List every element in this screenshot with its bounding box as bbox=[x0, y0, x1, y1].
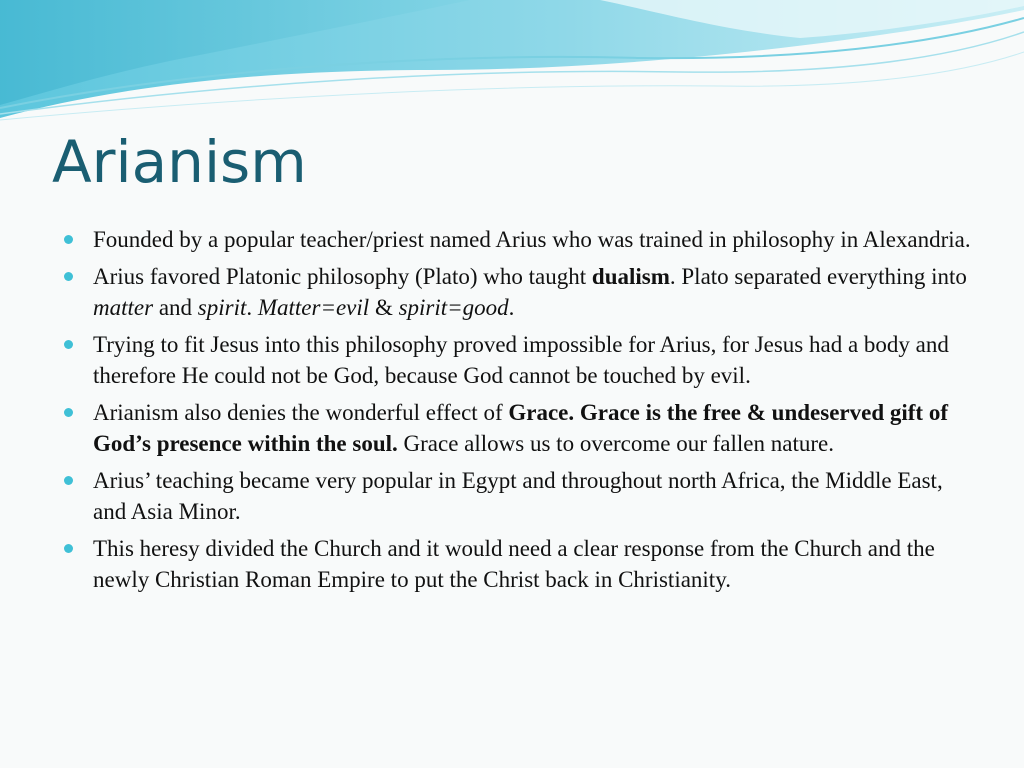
bullet-dot-icon bbox=[64, 408, 73, 417]
bullet-text-segment: and bbox=[153, 295, 198, 320]
bullet-text-segment: Trying to fit Jesus into this philosophy proved impossible for Arius, for Jesus had a body and therefore He could not be God, because God cannot be touched by evil. bbox=[93, 332, 949, 388]
bullet-dot-icon bbox=[64, 544, 73, 553]
bullet-item bbox=[62, 329, 972, 391]
bullet-text-segment: . bbox=[246, 295, 258, 320]
bullet-text-segment: Matter=evil bbox=[257, 295, 370, 320]
bullet-dot-icon bbox=[64, 235, 73, 244]
bullet-text-segment: Grace. Grace is the free & undeserved gift of God’s presence within the soul. bbox=[93, 400, 948, 456]
bullet-dot-icon bbox=[64, 476, 73, 485]
bullet-dot-icon bbox=[64, 340, 73, 349]
bullet-text-segment: Founded by a popular teacher/priest named Arius who was trained in philosophy in Alexandria. bbox=[93, 227, 971, 252]
bullet-item bbox=[62, 465, 972, 527]
bullet-text-segment: Arianism also denies the wonderful effect of bbox=[93, 400, 509, 425]
bullet-text-segment: & bbox=[369, 295, 399, 320]
slide-title: Arianism bbox=[52, 128, 307, 196]
bullet-text-segment: spirit bbox=[197, 295, 247, 320]
bullet-dot-icon bbox=[64, 272, 73, 281]
bullet-item bbox=[62, 397, 972, 459]
bullet-text-segment: matter bbox=[93, 295, 154, 320]
bullet-text-segment: This heresy divided the Church and it would need a clear response from the Church and the newly Christian Roman Empire to put the Christ back in Christianity. bbox=[93, 536, 935, 592]
bullet-item bbox=[62, 224, 972, 255]
header-wave-decoration bbox=[0, 0, 1024, 125]
bullet-list bbox=[62, 224, 972, 601]
bullet-text-segment: Grace allows us to overcome our fallen nature. bbox=[397, 431, 834, 456]
bullet-text-segment: Arius favored Platonic philosophy (Plato) who taught bbox=[93, 264, 592, 289]
bullet-text-segment: . bbox=[508, 295, 515, 320]
bullet-text-segment: spirit=good bbox=[398, 295, 509, 320]
bullet-text-segment: . Plato separated everything into bbox=[669, 264, 967, 289]
bullet-item bbox=[62, 261, 972, 323]
bullet-item bbox=[62, 533, 972, 595]
bullet-text-segment: Arius’ teaching became very popular in Egypt and throughout north Africa, the Middle East, and Asia Minor. bbox=[93, 468, 943, 524]
bullet-text-segment: dualism bbox=[591, 264, 670, 289]
